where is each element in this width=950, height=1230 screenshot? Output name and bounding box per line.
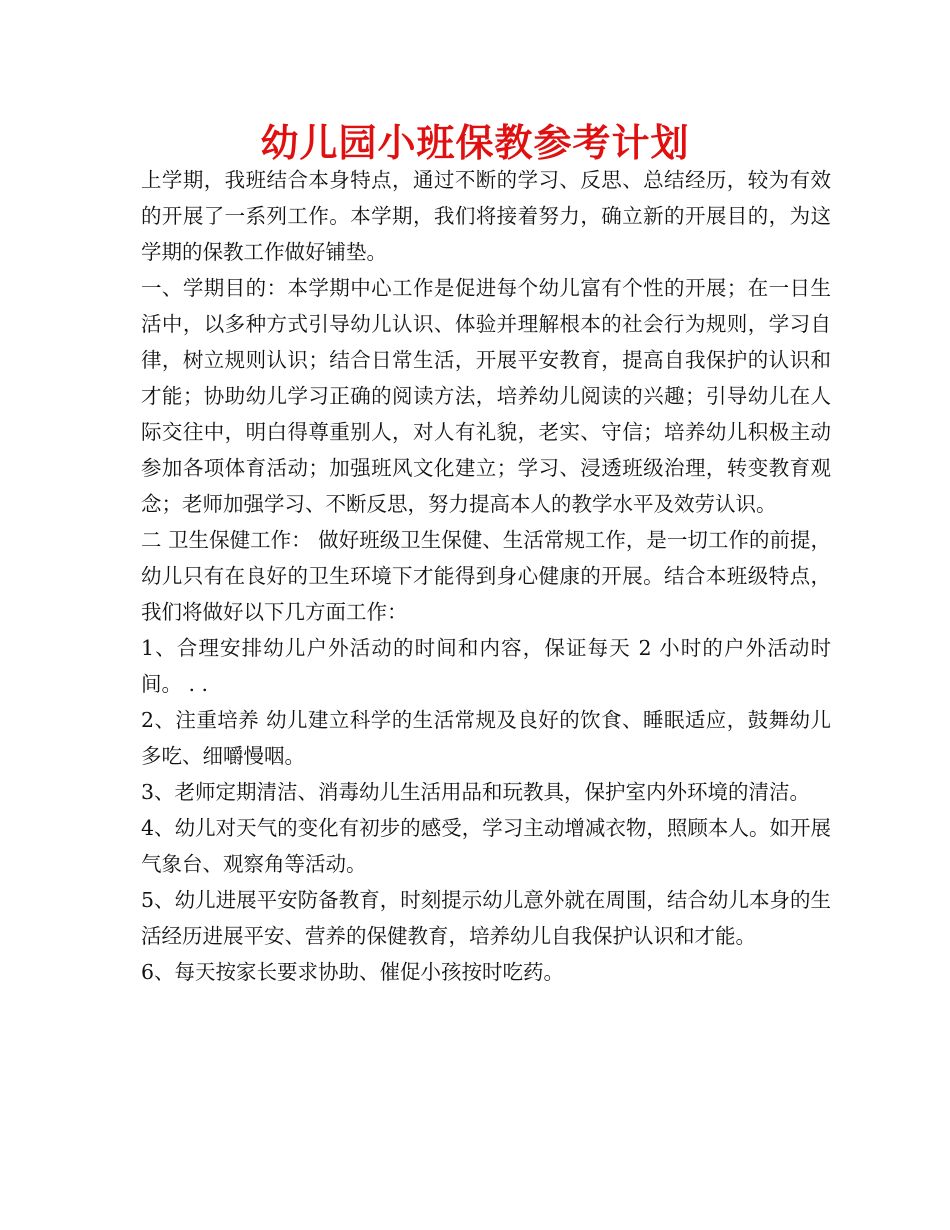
document-title: 幼儿园小班保教参考计划 (260, 121, 690, 165)
list-item-6: 6、每天按家长要求协助、催促小孩按时吃药。 (141, 960, 565, 984)
list-item-1: 1、合理安排幼儿户外活动的时间和内容，保证每天 2 小时的户外活动时间。 . . (141, 636, 831, 696)
list-item-4: 4、幼儿对天气的变化有初步的感受，学习主动增减衣物，照顾本人。如开展气象台、观察角等活动。 (141, 816, 831, 876)
paragraph-semester-goals: 一、学期目的：本学期中心工作是促进每个幼儿富有个性的开展；在一日生活中，以多种方式引导幼儿认识、体验并理解根本的社会行为规则，学习自律，树立规则认识；结合日常生活，开展平安教育，提高自我保护的认识和才能；协助幼儿学习正确的阅读方法，培养幼儿阅读的兴趣；引导幼儿在人际交往中，明白得尊重别人，对人有礼貌，老实、守信；培养幼儿积极主动参加各项体育活动；加强班风文化建立；学习、浸透班级治理，转变教育观念；老师加强学习、不断反思，努力提高本人的教学水平及效劳认识。 (141, 276, 831, 516)
document-body (141, 162, 831, 990)
list-item-2: 2、注重培养 幼儿建立科学的生活常规及良好的饮食、睡眠适应，鼓舞幼儿多吃、细嚼慢咽。 (141, 708, 831, 768)
list-item-3: 3、老师定期清洁、消毒幼儿生活用品和玩教具，保护室内外环境的清洁。 (141, 780, 811, 804)
paragraph-health-care: 二 卫生保健工作： 做好班级卫生保健、生活常规工作，是一切工作的前提，幼儿只有在良好的卫生环境下才能得到身心健康的开展。结合本班级特点，我们将做好以下几方面工作： (141, 528, 831, 624)
paragraph-intro: 上学期，我班结合本身特点，通过不断的学习、反思、总结经历，较为有效的开展了一系列工作。本学期，我们将接着努力，确立新的开展目的，为这学期的保教工作做好铺垫。 (141, 168, 831, 264)
list-item-5: 5、幼儿进展平安防备教育，时刻提示幼儿意外就在周围，结合幼儿本身的生活经历进展平安、营养的保健教育，培养幼儿自我保护认识和才能。 (141, 888, 831, 948)
